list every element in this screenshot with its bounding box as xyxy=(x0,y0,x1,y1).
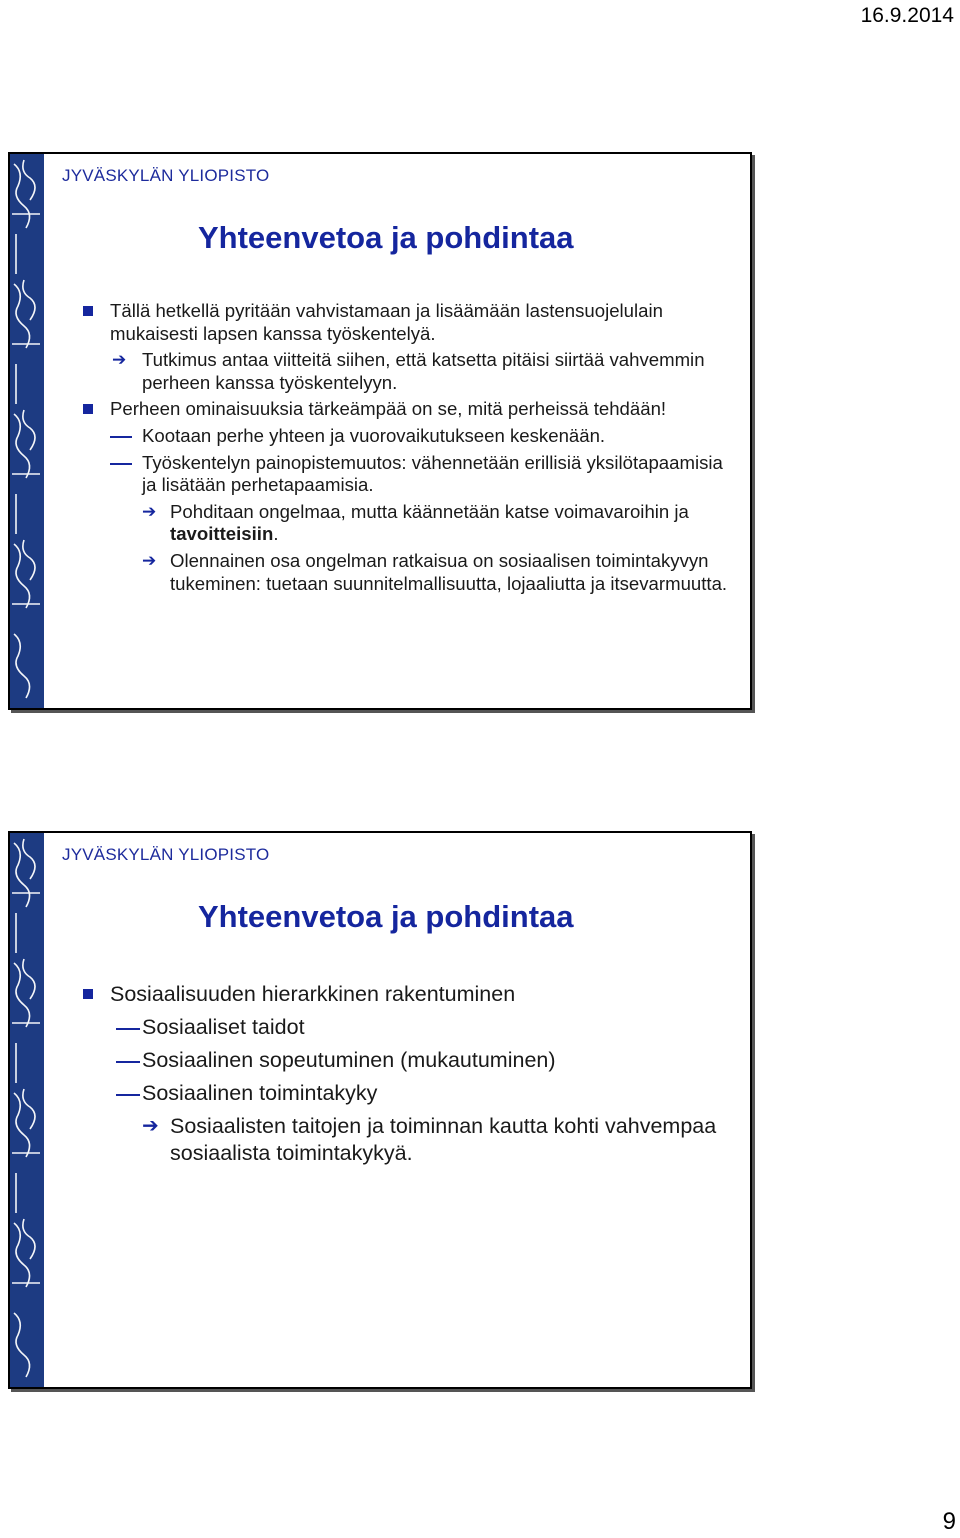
list-item-text: Työskentelyn painopistemuutos: vähennetään erillisiä yksilötapaamisia ja lisätään perhetapaamisia. xyxy=(142,451,723,496)
slide-title: Yhteenvetoa ja pohdintaa xyxy=(198,220,574,255)
list-item-text: Olennainen osa ongelman ratkaisua on sosiaalisen toimintakyvyn tukeminen: tuetaan suunnitelmallisuutta, lojaaliutta ja itsevarmuutta. xyxy=(170,549,728,594)
slide-title: Yhteenvetoa ja pohdintaa xyxy=(198,899,574,934)
university-logo-band xyxy=(10,833,44,1387)
dash-bullet-icon xyxy=(110,436,132,438)
university-name: JYVÄSKYLÄN YLIOPISTO xyxy=(62,845,270,864)
list-item xyxy=(80,1113,738,1167)
dash-bullet-icon xyxy=(116,1028,140,1030)
list-item-text: Tällä hetkellä pyritään vahvistamaan ja lisäämään lastensuojelulain mukaisesti lapsen kanssa työskentelyä. xyxy=(110,300,663,344)
dash-bullet-icon xyxy=(116,1094,140,1096)
page-date: 16.9.2014 xyxy=(860,4,954,27)
list-item xyxy=(80,398,738,421)
list-item-text: Pohditaan ongelmaa, mutta käännetään katse voimavaroihin ja xyxy=(170,500,689,522)
list-item xyxy=(80,425,738,448)
list-item xyxy=(80,1047,738,1074)
slide-2 xyxy=(8,831,752,1389)
list-item xyxy=(80,981,738,1008)
arrow-bullet-icon: ➔ xyxy=(112,350,127,370)
list-item-text: Sosiaalinen sopeutuminen (mukautuminen) xyxy=(142,1048,556,1072)
list-item xyxy=(80,349,738,394)
list-item-text: . xyxy=(273,523,279,545)
university-name: JYVÄSKYLÄN YLIOPISTO xyxy=(62,166,270,185)
list-item-text: Tutkimus antaa viitteitä siihen, että katsetta pitäisi siirtää vahvemmin perheen kanssa työskentelyyn. xyxy=(142,349,705,393)
square-bullet-icon xyxy=(83,404,93,414)
list-item xyxy=(80,300,738,345)
list-item-text: Sosiaaliset taidot xyxy=(142,1015,305,1039)
list-item-text: Sosiaalisten taitojen ja toiminnan kautta kohti vahvempaa sosiaalista toimintakykyä. xyxy=(170,1114,717,1165)
dash-bullet-icon xyxy=(110,463,132,465)
university-logo-band xyxy=(10,154,44,708)
university-logo-icon xyxy=(10,154,44,708)
square-bullet-icon xyxy=(83,989,93,999)
arrow-bullet-icon: ➔ xyxy=(142,550,157,570)
list-item-text: Sosiaalisuuden hierarkkinen rakentuminen xyxy=(110,982,516,1006)
slide-1 xyxy=(8,152,752,710)
list-item xyxy=(80,501,738,546)
slide-content xyxy=(80,981,738,1167)
list-item xyxy=(80,452,738,497)
list-item-text: Kootaan perhe yhteen ja vuorovaikutukseen keskenään. xyxy=(142,424,606,446)
arrow-bullet-icon: ➔ xyxy=(142,501,157,521)
page-number: 9 xyxy=(942,1508,956,1535)
list-item-text: Sosiaalinen toimintakyky xyxy=(142,1081,378,1105)
dash-bullet-icon xyxy=(116,1061,140,1063)
slide-content xyxy=(80,300,738,595)
university-logo-icon xyxy=(10,833,44,1387)
list-item xyxy=(80,1080,738,1107)
list-item xyxy=(80,550,738,595)
list-item-bold-text: tavoitteisiin xyxy=(170,523,274,545)
square-bullet-icon xyxy=(83,306,93,316)
list-item-text: Perheen ominaisuuksia tärkeämpää on se, mitä perheissä tehdään! xyxy=(110,398,667,420)
list-item xyxy=(80,1014,738,1041)
arrow-bullet-icon: ➔ xyxy=(142,1115,159,1137)
